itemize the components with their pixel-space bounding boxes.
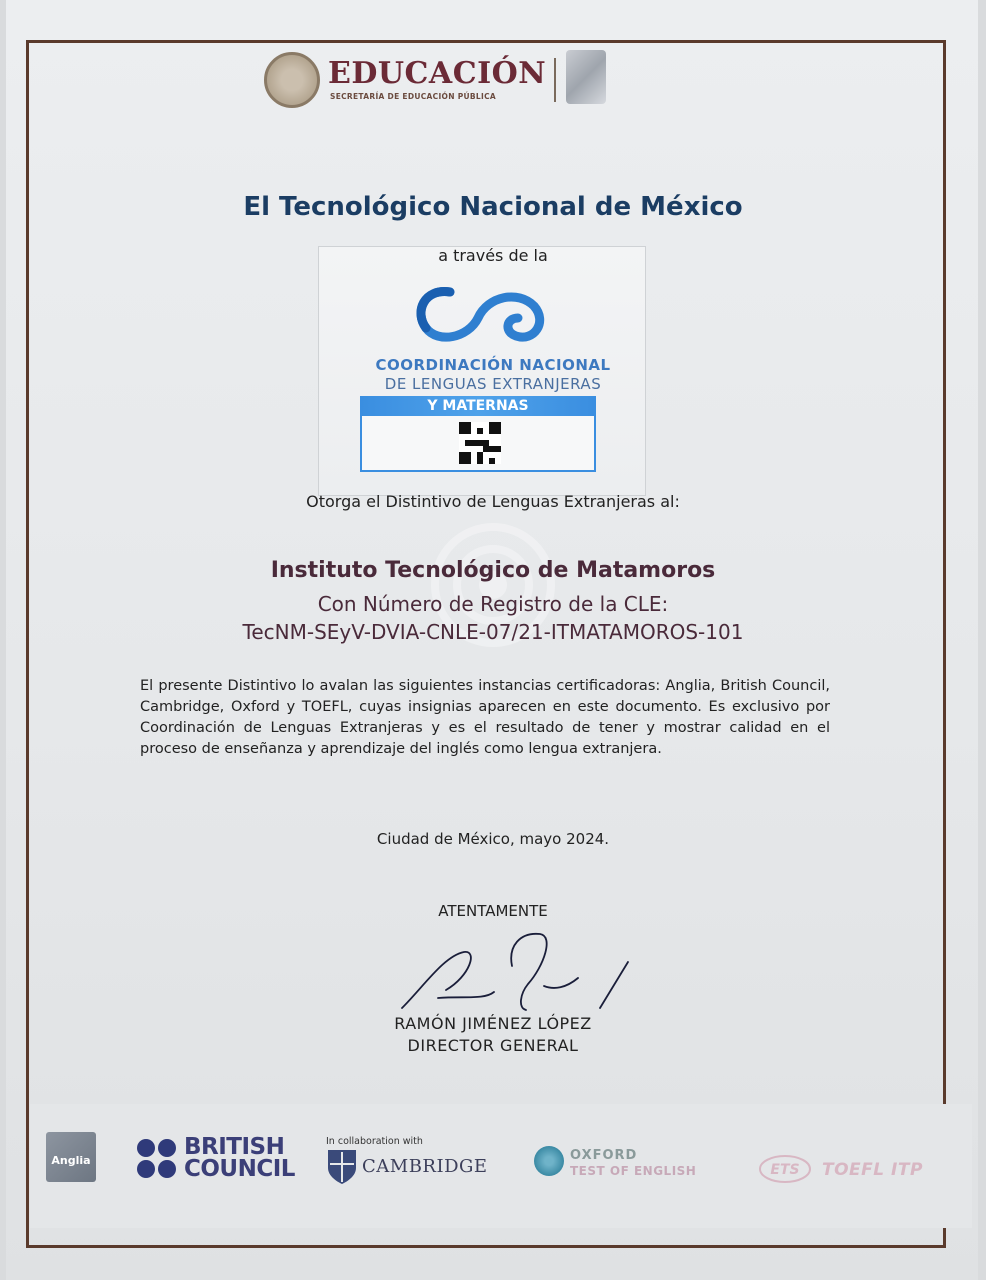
oxford-line1: OXFORD — [570, 1148, 638, 1163]
qr-code-icon — [459, 422, 501, 464]
registration-number: TecNM-SEyV-DVIA-CNLE-07/21-ITMATAMOROS-101 — [242, 620, 744, 644]
oxford-line2: TEST OF ENGLISH — [570, 1164, 697, 1178]
british-council-logo-icon — [136, 1138, 178, 1180]
registration-label: Con Número de Registro de la CLE: — [317, 592, 669, 616]
tecnm-logo-icon — [566, 50, 606, 104]
cnle-swirl-icon — [410, 282, 550, 348]
oxford-logo-icon — [534, 1146, 564, 1176]
closing-text: ATENTAMENTE — [438, 902, 548, 920]
header-divider — [554, 58, 556, 102]
signature-icon — [394, 926, 634, 1016]
a-traves-text: a través de la — [438, 246, 548, 265]
signer-role: DIRECTOR GENERAL — [407, 1036, 579, 1055]
place-date: Ciudad de México, mayo 2024. — [376, 830, 610, 848]
cambridge-label: CAMBRIDGE — [362, 1156, 488, 1177]
anglia-label: Anglia — [51, 1154, 91, 1167]
british-council-line1: BRITISH — [184, 1134, 285, 1160]
cambridge-collab-text: In collaboration with — [326, 1136, 423, 1147]
cnle-line2: DE LENGUAS EXTRANJERAS — [384, 375, 602, 393]
institution-name: Instituto Tecnológico de Matamoros — [270, 558, 716, 583]
ets-label: ETS — [770, 1162, 800, 1178]
page-title: El Tecnológico Nacional de México — [243, 192, 743, 222]
cnle-line1: COORDINACIÓN NACIONAL — [375, 356, 611, 374]
educacion-subtitle: SECRETARÍA DE EDUCACIÓN PÚBLICA — [330, 92, 496, 101]
body-paragraph: El presente Distintivo lo avalan las siguientes instancias certificadoras: Anglia, British Council, Cambridge, Oxford y TOEFL, cuyas insignias aparecen en este documento. Es exclusivo por Coordinación de Lenguas Extranjeras y es el resultado de tener y mostrar calidad en el proceso de enseñanza y aprendizaje del inglés como lengua extranjera. — [140, 678, 830, 757]
cnle-line3: Y MATERNAS — [360, 396, 596, 416]
mexico-seal-icon — [264, 52, 320, 108]
british-council-line2: COUNCIL — [184, 1156, 295, 1182]
british-council-label — [184, 1136, 295, 1180]
ets-logo-icon — [758, 1154, 812, 1184]
cambridge-shield-icon — [326, 1148, 358, 1186]
signer-name: RAMÓN JIMÉNEZ LÓPEZ — [394, 1014, 592, 1033]
educacion-title: EDUCACIÓN — [328, 56, 547, 91]
toefl-label: TOEFL ITP — [822, 1160, 923, 1180]
otorga-text: Otorga el Distintivo de Lenguas Extranjeras al: — [306, 492, 680, 511]
